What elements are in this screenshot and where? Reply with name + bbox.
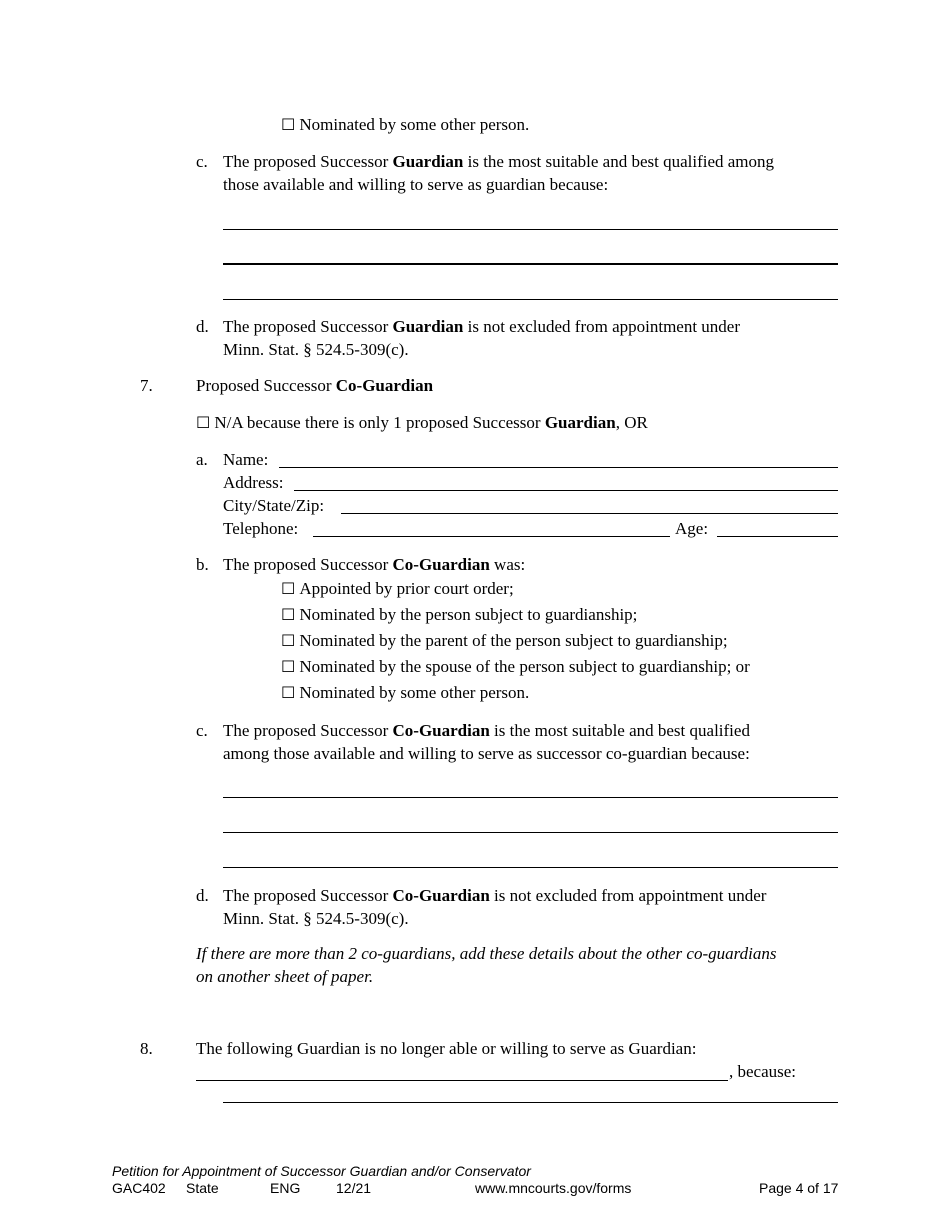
answer-line[interactable] [223,797,838,798]
item-letter: c. [196,721,208,740]
guardian-suitability-text: The proposed Successor Guardian is the most suitable and best qualified among [223,152,775,171]
co-guardian-exclusion-text: The proposed Successor Co-Guardian is not excluded from appointment under [223,886,767,905]
because-label: , because: [729,1062,797,1081]
answer-line[interactable] [223,1102,838,1103]
checkbox-option-parent[interactable]: ☐ Nominated by the parent of the person subject to guardianship; [281,631,728,650]
co-guardian-suitability-text: The proposed Successor Co-Guardian is the most suitable and best qualified [223,721,750,740]
footer-form-code: GAC402 [112,1180,166,1196]
address-label: Address: [223,473,284,492]
checkbox-icon[interactable]: ☐ [281,683,296,702]
answer-line[interactable] [223,263,838,265]
checkbox-option-spouse[interactable]: ☐ Nominated by the spouse of the person subject to guardianship; or [281,657,750,676]
checkbox-icon[interactable]: ☐ [196,413,211,432]
address-field[interactable] [294,490,838,491]
answer-line[interactable] [223,867,838,868]
footer-page-number: Page 4 of 17 [759,1180,839,1196]
checkbox-icon[interactable]: ☐ [281,605,296,624]
section-number: 7. [140,376,153,395]
checkbox-icon[interactable]: ☐ [281,579,296,598]
footer-language: ENG [270,1180,301,1196]
guardian-exclusion-text-line2: Minn. Stat. § 524.5-309(c). [223,340,409,359]
co-guardian-exclusion-text-line2: Minn. Stat. § 524.5-309(c). [223,909,409,928]
guardian-suitability-text-line2: those available and willing to serve as guardian because: [223,175,609,194]
item-letter: d. [196,317,209,336]
footer-url[interactable]: www.mncourts.gov/forms [475,1180,632,1196]
item-letter: b. [196,555,209,574]
city-state-zip-label: City/State/Zip: [223,496,325,515]
answer-line[interactable] [223,229,838,230]
item-letter: c. [196,152,208,171]
answer-line[interactable] [223,299,838,300]
option-label: Nominated by some other person. [299,115,530,134]
telephone-field[interactable] [313,536,670,537]
item-letter: a. [196,450,208,469]
co-guardian-was-text: The proposed Successor Co-Guardian was: [223,555,526,574]
answer-line[interactable] [223,832,838,833]
checkbox-option-other-person[interactable] [281,113,529,136]
age-label: Age: [675,519,709,538]
checkbox-icon[interactable]: ☐ [281,631,296,650]
guardian-name-field[interactable] [196,1080,728,1081]
telephone-label: Telephone: [223,519,299,538]
item-letter: d. [196,886,209,905]
guardian-exclusion-text: The proposed Successor Guardian is not excluded from appointment under [223,317,741,336]
name-label: Name: [223,450,269,469]
co-guardian-note-line2: on another sheet of paper. [196,967,374,986]
footer-state: State [186,1180,219,1196]
guardian-unable-text: The following Guardian is no longer able or willing to serve as Guardian: [196,1039,697,1058]
age-field[interactable] [717,536,838,537]
name-field[interactable] [279,467,838,468]
section-number: 8. [140,1039,153,1058]
checkbox-option-prior-court-order[interactable]: ☐ Appointed by prior court order; [281,579,514,598]
checkbox-icon[interactable]: ☐ [281,657,296,676]
city-state-zip-field[interactable] [341,513,838,514]
checkbox-not-applicable[interactable]: ☐ N/A because there is only 1 proposed Successor Guardian, OR [196,413,648,432]
footer-date: 12/21 [336,1180,372,1196]
co-guardian-suitability-text-line2: among those available and willing to serve as successor co-guardian because: [223,744,750,763]
section-title: Proposed Successor Co-Guardian [196,376,434,395]
checkbox-icon[interactable]: ☐ [281,115,296,134]
co-guardian-note: If there are more than 2 co-guardians, add these details about the other co-guardians [196,944,777,963]
checkbox-option-person-subject[interactable]: ☐ Nominated by the person subject to guardianship; [281,605,638,624]
footer-form-title: Petition for Appointment of Successor Guardian and/or Conservator [112,1163,531,1179]
checkbox-option-other-person[interactable]: ☐ Nominated by some other person. [281,683,530,702]
